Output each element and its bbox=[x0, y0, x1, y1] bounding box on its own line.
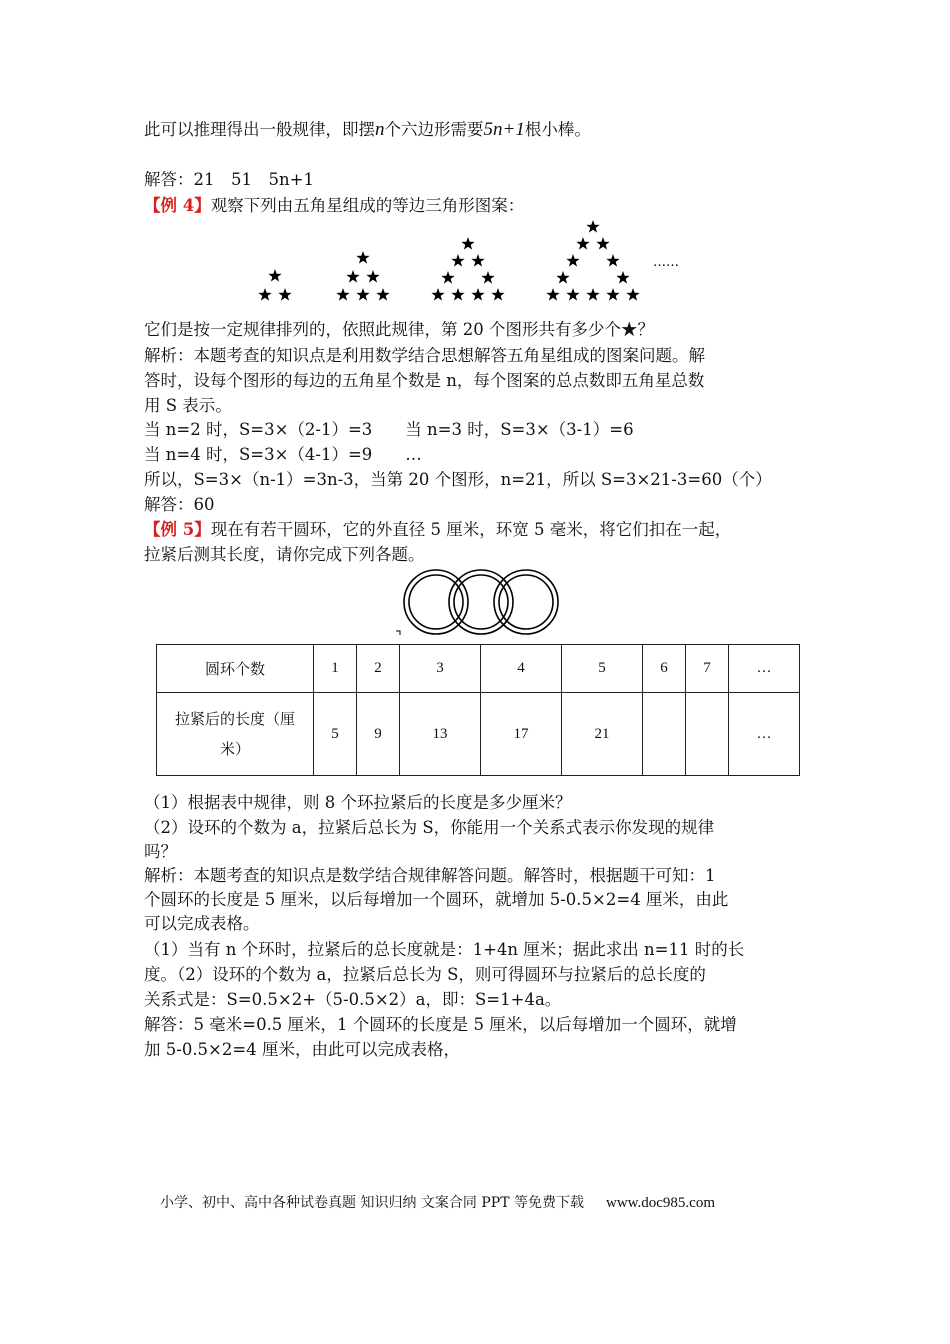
reasoning-line: 此可以推理得出一般规律，即摆n个六边形需要5n+1根小棒。 bbox=[144, 119, 591, 140]
ring-length-table bbox=[156, 644, 800, 776]
table-cell: 7 bbox=[685, 645, 728, 693]
table-cell: 17 bbox=[481, 693, 562, 776]
figures-ellipsis: …… bbox=[653, 255, 679, 270]
table-cell: … bbox=[729, 693, 800, 776]
figure-3 bbox=[431, 237, 504, 301]
figure-2 bbox=[336, 251, 389, 301]
figure-4 bbox=[546, 220, 639, 301]
example-5-intro-2: 拉紧后测其长度，请你完成下列各题。 bbox=[144, 545, 425, 564]
example-4-question: 它们是按一定规律排列的，依照此规律，第 20 个图形共有多少个★？ bbox=[144, 320, 654, 339]
table-cell: … bbox=[729, 645, 800, 693]
table-cell: 9 bbox=[357, 693, 400, 776]
example-5-analysis-6: 关系式是：S=0.5×2+（5-0.5×2）a，即：S=1+4a。 bbox=[144, 990, 562, 1009]
table-row bbox=[157, 693, 800, 776]
table-cell: 5 bbox=[561, 645, 642, 693]
table-cell: 1 bbox=[314, 645, 357, 693]
table-cell: 5 bbox=[314, 693, 357, 776]
table-cell: 3 bbox=[400, 645, 481, 693]
table-cell: 6 bbox=[642, 645, 685, 693]
table-cell: 2 bbox=[357, 645, 400, 693]
example-4-analysis-5: 当 n=4 时，S=3×（4-1）=9 … bbox=[144, 445, 422, 464]
example-5-analysis-4: （1）当有 n 个环时，拉紧后的总长度就是：1+4n 厘米；据此求出 n=11 时的长 bbox=[144, 940, 745, 959]
footer-url[interactable]: www.doc985.com bbox=[605, 1195, 715, 1211]
figure-1 bbox=[258, 269, 291, 301]
example-5-analysis-1: 解析：本题考查的知识点是数学结合规律解答问题。解答时，根据题干可知：1 bbox=[144, 866, 716, 885]
example-5-answer-2: 加 5-0.5×2=4 厘米，由此可以完成表格， bbox=[144, 1040, 460, 1059]
example-5-tag: 【例 5】 bbox=[144, 520, 211, 539]
footer-text: 小学、初中、高中各种试卷真题 知识归纳 文案合同 PPT 等免费下载 bbox=[160, 1195, 584, 1211]
table-cell: 4 bbox=[481, 645, 562, 693]
table-cell bbox=[642, 693, 685, 776]
table-row bbox=[157, 645, 800, 693]
example-4-analysis-2: 答时，设每个图形的每边的五角星个数是 n，每个图案的总点数即五角星总数 bbox=[144, 371, 705, 390]
example-4-analysis-3: 用 S 表示。 bbox=[144, 396, 232, 415]
example-5-answer-1: 解答：5 毫米=0.5 厘米，1 个圆环的长度是 5 厘米，以后每增加一个圆环，就增 bbox=[144, 1015, 737, 1034]
row-header-ring-count: 圆环个数 bbox=[157, 645, 314, 693]
star-triangle-figures bbox=[250, 218, 690, 308]
example-5-heading: 【例 5】现在有若干圆环，它的外直径 5 厘米，环宽 5 毫米，将它们扣在一起， bbox=[144, 520, 732, 539]
example-5-question-1: （1）根据表中规律，则 8 个环拉紧后的长度是多少厘米？ bbox=[144, 793, 572, 812]
row-header-length: 拉紧后的长度（厘 米） bbox=[157, 693, 314, 776]
example-4-analysis-4: 当 n=2 时，S=3×（2-1）=3 当 n=3 时，S=3×（3-1）=6 bbox=[144, 420, 634, 439]
example-4-heading: 【例 4】观察下列由五角星组成的等边三角形图案： bbox=[144, 196, 525, 215]
example-5-analysis-5: 度。（2）设环的个数为 a，拉紧后总长为 S，则可得圆环与拉紧后的总长度的 bbox=[144, 965, 706, 984]
example-4-tag: 【例 4】 bbox=[144, 196, 211, 215]
example-4-answer: 解答：60 bbox=[144, 495, 215, 514]
variable-n: n bbox=[375, 119, 385, 140]
example-5-analysis-2: 个圆环的长度是 5 厘米，以后每增加一个圆环，就增加 5-0.5×2=4 厘米，由此 bbox=[144, 890, 729, 909]
table-cell: 13 bbox=[400, 693, 481, 776]
example-4-analysis-1: 解析：本题考查的知识点是利用数学结合思想解答五角星组成的图案问题。解 bbox=[144, 346, 705, 365]
table-cell bbox=[685, 693, 728, 776]
answer-3: 解答：21 51 5n+1 bbox=[144, 170, 314, 189]
linked-rings-figure bbox=[395, 565, 565, 640]
example-5-question-2: （2）设环的个数为 a，拉紧后总长为 S，你能用一个关系式表示你发现的规律 bbox=[144, 818, 715, 837]
example-5-question-2b: 吗？ bbox=[144, 842, 177, 861]
table-cell: 21 bbox=[561, 693, 642, 776]
formula-5n-plus-1: 5n+1 bbox=[483, 119, 525, 140]
example-4-analysis-6: 所以，S=3×（n-1）=3n-3，当第 20 个图形，n=21，所以 S=3×21-3=60（个） bbox=[144, 470, 772, 489]
example-5-analysis-3: 可以完成表格。 bbox=[144, 914, 260, 933]
page-footer bbox=[160, 1192, 715, 1212]
